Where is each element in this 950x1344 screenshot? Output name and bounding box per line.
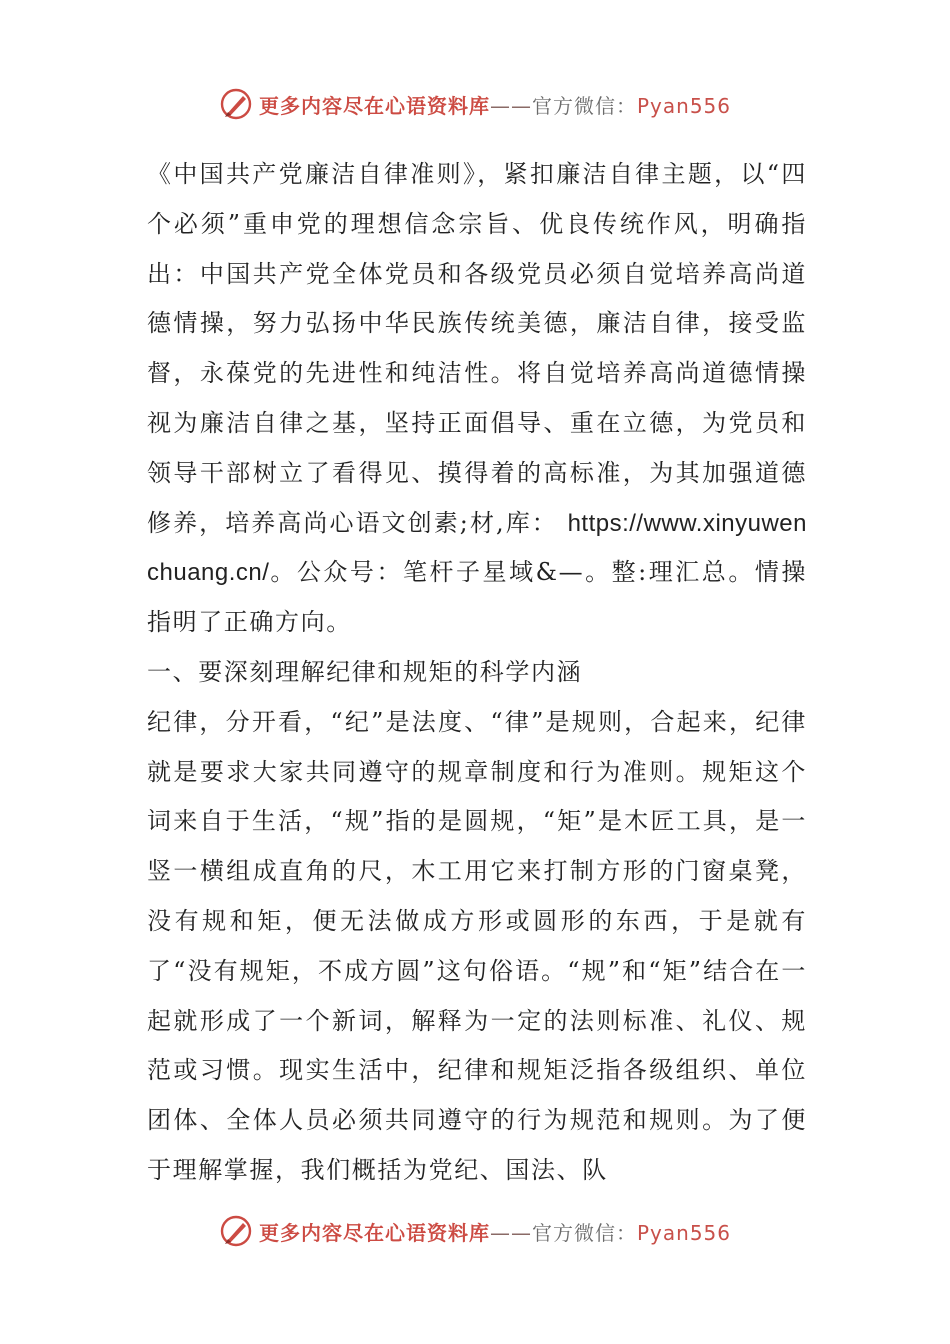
banner-wechat-label: 官方微信： [531,93,637,118]
paragraph-2: 纪律，分开看，“纪”是法度、“律”是规则，合起来，纪律就是要求大家共同遵守的规章制度和行为准则。规矩这个词来自于生活，“规”指的是圆规，“矩”是木匠工具，是一竖一横组成直角的尺，木工用它来打制方形的门窗桌凳，没有规和矩，便无法做成方形或圆形的东西，于是就有了“没有规矩，不成方圆”这句俗语。“规”和“矩”结合在一起就形成了一个新词，解释为一定的法则标准、礼仪、规范或习惯。现实生活中，纪律和规矩泛指各级组织、单位团体、全体人员必须共同遵守的行为规范和规则。为了便于理解掌握，我们概括为党纪、国法、队 [147,707,807,1184]
paragraph-1-text-a: 《中国共产党廉洁自律准则》，紧扣廉洁自律主题，以“四个必须”重申党的理想信念宗旨、优良传统作风，明确指出：中国共产党全体党员和各级党员必须自觉培养高尚道德情操，努力弘扬中华民族传统美德，廉洁自律，接受监督，永葆党的先进性和纯洁性。将自觉培养高尚道德情操视为廉洁自律之基，坚持正面倡导、重在立德，为党员和领导干部树立了看得见、摸得着的高标准，为其加强道德修养，培养高尚心语文创素;材,库： [147,160,807,537]
paragraph-1 [147,150,807,648]
banner-account: Pyan556 [636,93,731,118]
header-banner [0,84,950,124]
banner-dash: —— [489,1220,532,1245]
section-heading-1: 一、要深刻理解纪律和规矩的科学内涵 [147,657,583,686]
banner-brand: 更多内容尽在心语资料库 [258,93,490,118]
paragraph-1-text-b: 。公众号：笔杆子星域&—。整:理汇总。情操指明了正确方向。 [147,558,807,637]
pen-logo-icon [219,87,253,121]
banner-text [259,1217,731,1246]
banner-dash: —— [489,93,532,118]
footer-banner [0,1211,950,1251]
banner-wechat-label: 官方微信： [531,1220,637,1245]
banner-account: Pyan556 [636,1220,731,1245]
banner-brand: 更多内容尽在心语资料库 [258,1220,490,1245]
pen-logo-icon [219,1214,253,1248]
paragraph-1-url: https://www.xinyuwenchuang.cn/ [147,509,807,587]
banner-text [259,90,731,119]
document-body [147,150,807,1196]
